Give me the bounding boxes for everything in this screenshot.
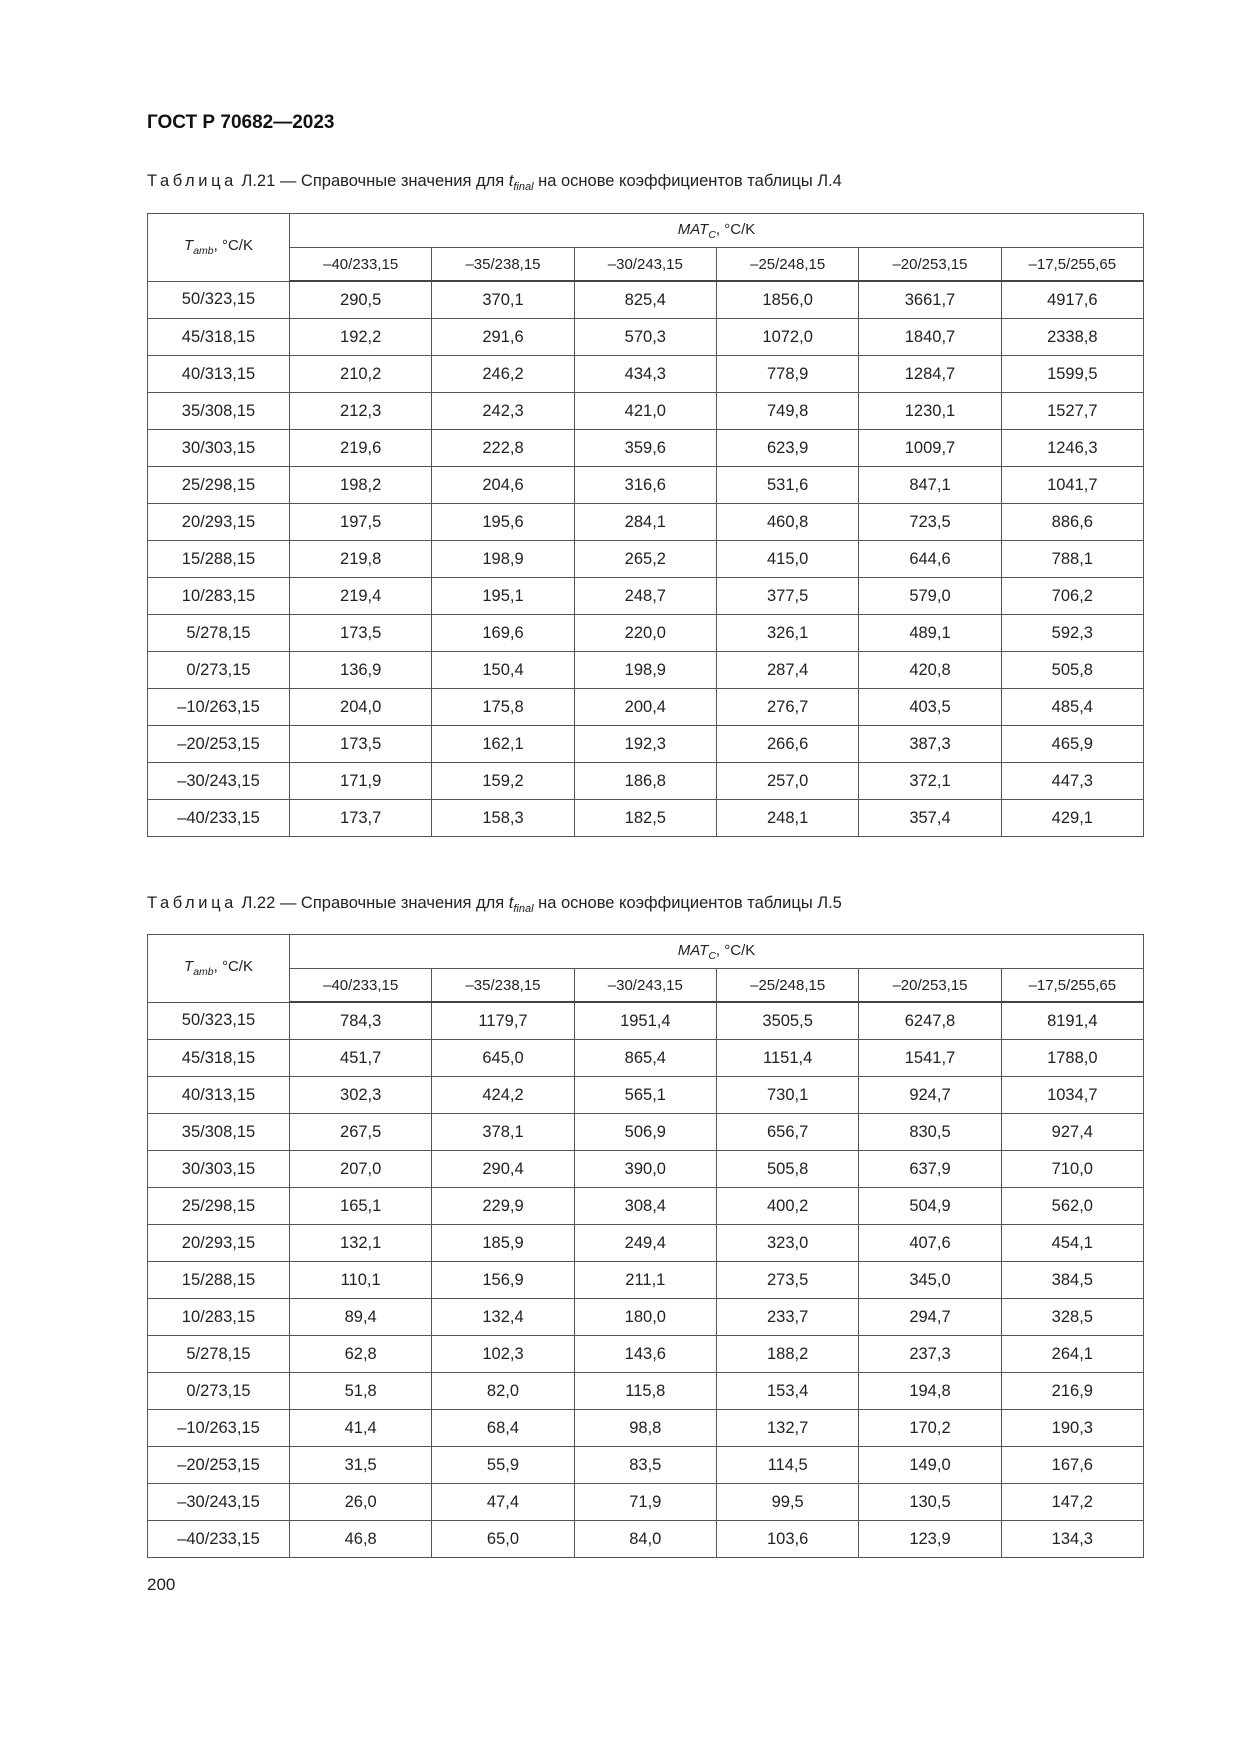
- table-row: [148, 281, 1144, 319]
- value-cell: 158,3: [432, 800, 574, 837]
- value-cell: 749,8: [716, 393, 858, 430]
- value-cell: 147,2: [1001, 1484, 1143, 1521]
- value-cell: 1951,4: [574, 1002, 716, 1040]
- value-cell: 505,8: [1001, 652, 1143, 689]
- value-cell: 276,7: [716, 689, 858, 726]
- value-cell: 3505,5: [716, 1002, 858, 1040]
- value-cell: 219,6: [290, 430, 432, 467]
- value-cell: 504,9: [859, 1188, 1001, 1225]
- value-cell: 143,6: [574, 1336, 716, 1373]
- page-number: 200: [147, 1575, 176, 1594]
- row-label-cell: 45/318,15: [148, 1040, 290, 1077]
- value-cell: 710,0: [1001, 1151, 1143, 1188]
- row-label-cell: –20/253,15: [148, 1447, 290, 1484]
- row-label-cell: –30/243,15: [148, 763, 290, 800]
- table-caption: [147, 172, 842, 193]
- value-cell: 645,0: [432, 1040, 574, 1077]
- value-cell: 149,0: [859, 1447, 1001, 1484]
- value-cell: 200,4: [574, 689, 716, 726]
- value-cell: 656,7: [716, 1114, 858, 1151]
- row-label-cell: 40/313,15: [148, 1077, 290, 1114]
- column-header: –40/233,15: [290, 248, 432, 282]
- value-cell: 123,9: [859, 1521, 1001, 1558]
- value-cell: 162,1: [432, 726, 574, 763]
- table-row: [148, 1299, 1144, 1336]
- table-row: [148, 356, 1144, 393]
- table-row: [148, 1002, 1144, 1040]
- value-cell: 41,4: [290, 1410, 432, 1447]
- row-label-cell: 45/318,15: [148, 319, 290, 356]
- value-cell: 378,1: [432, 1114, 574, 1151]
- value-cell: 82,0: [432, 1373, 574, 1410]
- value-cell: 1599,5: [1001, 356, 1143, 393]
- value-cell: 1284,7: [859, 356, 1001, 393]
- value-cell: 400,2: [716, 1188, 858, 1225]
- column-header: –35/238,15: [432, 248, 574, 282]
- value-cell: 377,5: [716, 578, 858, 615]
- value-cell: 110,1: [290, 1262, 432, 1299]
- value-cell: 175,8: [432, 689, 574, 726]
- value-cell: 192,2: [290, 319, 432, 356]
- data-table-l22: [147, 934, 1144, 1558]
- table-row: [148, 1336, 1144, 1373]
- rowhead-subscript: amb: [193, 966, 214, 979]
- mat-subscript: C: [708, 228, 716, 241]
- value-cell: 246,2: [432, 356, 574, 393]
- row-label-cell: 40/313,15: [148, 356, 290, 393]
- value-cell: 68,4: [432, 1410, 574, 1447]
- value-cell: 623,9: [716, 430, 858, 467]
- value-cell: 1788,0: [1001, 1040, 1143, 1077]
- table-row: [148, 1447, 1144, 1484]
- table-row: [148, 1040, 1144, 1077]
- table-row: [148, 319, 1144, 356]
- table-row: [148, 1262, 1144, 1299]
- rowhead-unit: , °C/K: [213, 958, 253, 976]
- value-cell: 291,6: [432, 319, 574, 356]
- value-cell: 186,8: [574, 763, 716, 800]
- table-row: [148, 652, 1144, 689]
- row-label-cell: 5/278,15: [148, 615, 290, 652]
- value-cell: 170,2: [859, 1410, 1001, 1447]
- value-cell: 407,6: [859, 1225, 1001, 1262]
- value-cell: 359,6: [574, 430, 716, 467]
- value-cell: 316,6: [574, 467, 716, 504]
- value-cell: 156,9: [432, 1262, 574, 1299]
- value-cell: 326,1: [716, 615, 858, 652]
- value-cell: 83,5: [574, 1447, 716, 1484]
- value-cell: 99,5: [716, 1484, 858, 1521]
- value-cell: 134,3: [1001, 1521, 1143, 1558]
- value-cell: 167,6: [1001, 1447, 1143, 1484]
- row-label-cell: –20/253,15: [148, 726, 290, 763]
- row-header-label: [148, 935, 290, 1003]
- value-cell: 273,5: [716, 1262, 858, 1299]
- table-row: [148, 726, 1144, 763]
- value-cell: 173,7: [290, 800, 432, 837]
- value-cell: 592,3: [1001, 615, 1143, 652]
- value-cell: 1840,7: [859, 319, 1001, 356]
- value-cell: 207,0: [290, 1151, 432, 1188]
- value-cell: 132,4: [432, 1299, 574, 1336]
- value-cell: 84,0: [574, 1521, 716, 1558]
- row-header-label: [148, 214, 290, 282]
- value-cell: 1034,7: [1001, 1077, 1143, 1114]
- value-cell: 98,8: [574, 1410, 716, 1447]
- value-cell: 197,5: [290, 504, 432, 541]
- value-cell: 847,1: [859, 467, 1001, 504]
- value-cell: 390,0: [574, 1151, 716, 1188]
- table-row: [148, 393, 1144, 430]
- caption-symbol: t: [508, 894, 514, 912]
- value-cell: 216,9: [1001, 1373, 1143, 1410]
- value-cell: 173,5: [290, 615, 432, 652]
- table-row: [148, 763, 1144, 800]
- value-cell: 302,3: [290, 1077, 432, 1114]
- value-cell: 637,9: [859, 1151, 1001, 1188]
- value-cell: 132,1: [290, 1225, 432, 1262]
- row-label-cell: 0/273,15: [148, 652, 290, 689]
- rowhead-unit: , °C/K: [213, 237, 253, 255]
- value-cell: 169,6: [432, 615, 574, 652]
- caption-text-end: на основе коэффициентов таблицы Л.4: [533, 172, 842, 190]
- value-cell: 26,0: [290, 1484, 432, 1521]
- table-row: [148, 1521, 1144, 1558]
- value-cell: 180,0: [574, 1299, 716, 1336]
- mat-unit: , °C/K: [715, 220, 756, 238]
- value-cell: 220,0: [574, 615, 716, 652]
- value-cell: 830,5: [859, 1114, 1001, 1151]
- value-cell: 370,1: [432, 281, 574, 319]
- value-cell: 182,5: [574, 800, 716, 837]
- mat-symbol: MAT: [677, 941, 709, 959]
- caption-text: Л.21 — Справочные значения для: [241, 172, 509, 190]
- row-label-cell: 0/273,15: [148, 1373, 290, 1410]
- value-cell: 130,5: [859, 1484, 1001, 1521]
- value-cell: 210,2: [290, 356, 432, 393]
- value-cell: 345,0: [859, 1262, 1001, 1299]
- value-cell: 171,9: [290, 763, 432, 800]
- value-cell: 454,1: [1001, 1225, 1143, 1262]
- value-cell: 730,1: [716, 1077, 858, 1114]
- row-label-cell: 10/283,15: [148, 578, 290, 615]
- caption-symbol: t: [508, 172, 514, 190]
- value-cell: 248,7: [574, 578, 716, 615]
- value-cell: 328,5: [1001, 1299, 1143, 1336]
- column-header: –30/243,15: [574, 248, 716, 282]
- value-cell: 219,8: [290, 541, 432, 578]
- value-cell: 287,4: [716, 652, 858, 689]
- table-row: [148, 541, 1144, 578]
- table-row: [148, 467, 1144, 504]
- value-cell: 2338,8: [1001, 319, 1143, 356]
- row-label-cell: 30/303,15: [148, 430, 290, 467]
- value-cell: 173,5: [290, 726, 432, 763]
- column-header: –20/253,15: [859, 969, 1001, 1003]
- mat-group-header: [290, 935, 1144, 969]
- value-cell: 89,4: [290, 1299, 432, 1336]
- value-cell: 562,0: [1001, 1188, 1143, 1225]
- value-cell: 4917,6: [1001, 281, 1143, 319]
- value-cell: 153,4: [716, 1373, 858, 1410]
- value-cell: 185,9: [432, 1225, 574, 1262]
- value-cell: 387,3: [859, 726, 1001, 763]
- value-cell: 265,2: [574, 541, 716, 578]
- table-row: [148, 1188, 1144, 1225]
- row-label-cell: –40/233,15: [148, 800, 290, 837]
- value-cell: 114,5: [716, 1447, 858, 1484]
- value-cell: 159,2: [432, 763, 574, 800]
- value-cell: 102,3: [432, 1336, 574, 1373]
- value-cell: 290,5: [290, 281, 432, 319]
- value-cell: 294,7: [859, 1299, 1001, 1336]
- value-cell: 434,3: [574, 356, 716, 393]
- row-label-cell: 20/293,15: [148, 504, 290, 541]
- row-label-cell: –40/233,15: [148, 1521, 290, 1558]
- value-cell: 565,1: [574, 1077, 716, 1114]
- rowhead-subscript: amb: [193, 245, 214, 258]
- column-header: –30/243,15: [574, 969, 716, 1003]
- row-label-cell: –30/243,15: [148, 1484, 290, 1521]
- value-cell: 1230,1: [859, 393, 1001, 430]
- value-cell: 267,5: [290, 1114, 432, 1151]
- column-header: –25/248,15: [716, 248, 858, 282]
- value-cell: 372,1: [859, 763, 1001, 800]
- value-cell: 204,0: [290, 689, 432, 726]
- value-cell: 195,6: [432, 504, 574, 541]
- value-cell: 212,3: [290, 393, 432, 430]
- caption-label: Таблица: [147, 172, 237, 190]
- value-cell: 248,1: [716, 800, 858, 837]
- row-label-cell: 20/293,15: [148, 1225, 290, 1262]
- column-header: –25/248,15: [716, 969, 858, 1003]
- value-cell: 570,3: [574, 319, 716, 356]
- value-cell: 222,8: [432, 430, 574, 467]
- value-cell: 1179,7: [432, 1002, 574, 1040]
- value-cell: 198,9: [574, 652, 716, 689]
- value-cell: 192,3: [574, 726, 716, 763]
- table-row: [148, 1484, 1144, 1521]
- table-row: [148, 504, 1144, 541]
- value-cell: 1009,7: [859, 430, 1001, 467]
- mat-symbol: MAT: [677, 220, 709, 238]
- value-cell: 190,3: [1001, 1410, 1143, 1447]
- value-cell: 290,4: [432, 1151, 574, 1188]
- value-cell: 357,4: [859, 800, 1001, 837]
- value-cell: 8191,4: [1001, 1002, 1143, 1040]
- value-cell: 47,4: [432, 1484, 574, 1521]
- row-label-cell: 35/308,15: [148, 393, 290, 430]
- value-cell: 460,8: [716, 504, 858, 541]
- value-cell: 825,4: [574, 281, 716, 319]
- value-cell: 465,9: [1001, 726, 1143, 763]
- value-cell: 219,4: [290, 578, 432, 615]
- value-cell: 706,2: [1001, 578, 1143, 615]
- table-row: [148, 1410, 1144, 1447]
- value-cell: 927,4: [1001, 1114, 1143, 1151]
- value-cell: 46,8: [290, 1521, 432, 1558]
- mat-unit: , °C/K: [715, 941, 756, 959]
- row-label-cell: 5/278,15: [148, 1336, 290, 1373]
- caption-text-end: на основе коэффициентов таблицы Л.5: [533, 894, 842, 912]
- value-cell: 1246,3: [1001, 430, 1143, 467]
- table-caption: [147, 894, 842, 915]
- value-cell: 644,6: [859, 541, 1001, 578]
- value-cell: 31,5: [290, 1447, 432, 1484]
- value-cell: 924,7: [859, 1077, 1001, 1114]
- row-label-cell: 25/298,15: [148, 467, 290, 504]
- value-cell: 415,0: [716, 541, 858, 578]
- value-cell: 249,4: [574, 1225, 716, 1262]
- value-cell: 788,1: [1001, 541, 1143, 578]
- table-row: [148, 1114, 1144, 1151]
- row-label-cell: 50/323,15: [148, 281, 290, 319]
- table-row: [148, 430, 1144, 467]
- value-cell: 1541,7: [859, 1040, 1001, 1077]
- value-cell: 579,0: [859, 578, 1001, 615]
- value-cell: 784,3: [290, 1002, 432, 1040]
- caption-subscript: final: [513, 903, 534, 915]
- value-cell: 1041,7: [1001, 467, 1143, 504]
- value-cell: 1072,0: [716, 319, 858, 356]
- value-cell: 3661,7: [859, 281, 1001, 319]
- value-cell: 264,1: [1001, 1336, 1143, 1373]
- mat-subscript: C: [708, 949, 716, 962]
- value-cell: 384,5: [1001, 1262, 1143, 1299]
- table-row: [148, 800, 1144, 837]
- value-cell: 1151,4: [716, 1040, 858, 1077]
- row-label-cell: 30/303,15: [148, 1151, 290, 1188]
- row-label-cell: 25/298,15: [148, 1188, 290, 1225]
- value-cell: 284,1: [574, 504, 716, 541]
- table-row: [148, 1151, 1144, 1188]
- column-header: –17,5/255,65: [1001, 248, 1143, 282]
- value-cell: 506,9: [574, 1114, 716, 1151]
- caption-label: Таблица: [147, 894, 237, 912]
- rowhead-symbol: T: [184, 237, 194, 255]
- value-cell: 1856,0: [716, 281, 858, 319]
- table-row: [148, 1225, 1144, 1262]
- caption-text: Л.22 — Справочные значения для: [241, 894, 509, 912]
- row-label-cell: –10/263,15: [148, 689, 290, 726]
- column-header: –17,5/255,65: [1001, 969, 1143, 1003]
- row-label-cell: 10/283,15: [148, 1299, 290, 1336]
- value-cell: 323,0: [716, 1225, 858, 1262]
- value-cell: 150,4: [432, 652, 574, 689]
- value-cell: 447,3: [1001, 763, 1143, 800]
- table-row: [148, 615, 1144, 652]
- value-cell: 188,2: [716, 1336, 858, 1373]
- value-cell: 424,2: [432, 1077, 574, 1114]
- row-label-cell: 35/308,15: [148, 1114, 290, 1151]
- value-cell: 257,0: [716, 763, 858, 800]
- table-row: [148, 1077, 1144, 1114]
- value-cell: 103,6: [716, 1521, 858, 1558]
- value-cell: 420,8: [859, 652, 1001, 689]
- document-header: ГОСТ Р 70682—2023: [147, 112, 335, 133]
- value-cell: 778,9: [716, 356, 858, 393]
- value-cell: 165,1: [290, 1188, 432, 1225]
- value-cell: 55,9: [432, 1447, 574, 1484]
- value-cell: 211,1: [574, 1262, 716, 1299]
- value-cell: 429,1: [1001, 800, 1143, 837]
- value-cell: 1527,7: [1001, 393, 1143, 430]
- value-cell: 403,5: [859, 689, 1001, 726]
- value-cell: 198,9: [432, 541, 574, 578]
- table-row: [148, 1373, 1144, 1410]
- value-cell: 6247,8: [859, 1002, 1001, 1040]
- value-cell: 865,4: [574, 1040, 716, 1077]
- value-cell: 485,4: [1001, 689, 1143, 726]
- value-cell: 194,8: [859, 1373, 1001, 1410]
- mat-group-header: [290, 214, 1144, 248]
- row-label-cell: 15/288,15: [148, 1262, 290, 1299]
- value-cell: 62,8: [290, 1336, 432, 1373]
- value-cell: 505,8: [716, 1151, 858, 1188]
- table-row: [148, 689, 1144, 726]
- value-cell: 136,9: [290, 652, 432, 689]
- value-cell: 195,1: [432, 578, 574, 615]
- value-cell: 115,8: [574, 1373, 716, 1410]
- value-cell: 204,6: [432, 467, 574, 504]
- value-cell: 531,6: [716, 467, 858, 504]
- row-label-cell: –10/263,15: [148, 1410, 290, 1447]
- row-label-cell: 15/288,15: [148, 541, 290, 578]
- caption-subscript: final: [513, 181, 534, 193]
- value-cell: 308,4: [574, 1188, 716, 1225]
- rowhead-symbol: T: [184, 958, 194, 976]
- value-cell: 723,5: [859, 504, 1001, 541]
- value-cell: 237,3: [859, 1336, 1001, 1373]
- table-row: [148, 578, 1144, 615]
- column-header: –20/253,15: [859, 248, 1001, 282]
- value-cell: 242,3: [432, 393, 574, 430]
- value-cell: 229,9: [432, 1188, 574, 1225]
- value-cell: 451,7: [290, 1040, 432, 1077]
- value-cell: 886,6: [1001, 504, 1143, 541]
- row-label-cell: 50/323,15: [148, 1002, 290, 1040]
- value-cell: 489,1: [859, 615, 1001, 652]
- value-cell: 198,2: [290, 467, 432, 504]
- value-cell: 421,0: [574, 393, 716, 430]
- column-header: –40/233,15: [290, 969, 432, 1003]
- value-cell: 65,0: [432, 1521, 574, 1558]
- value-cell: 51,8: [290, 1373, 432, 1410]
- value-cell: 132,7: [716, 1410, 858, 1447]
- column-header: –35/238,15: [432, 969, 574, 1003]
- value-cell: 233,7: [716, 1299, 858, 1336]
- value-cell: 71,9: [574, 1484, 716, 1521]
- data-table-l21: [147, 213, 1144, 837]
- value-cell: 266,6: [716, 726, 858, 763]
